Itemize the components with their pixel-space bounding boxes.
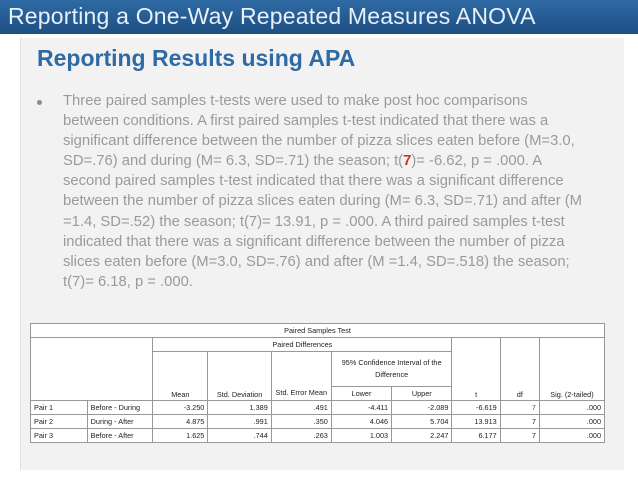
cell-lower: -4.411 <box>331 401 391 415</box>
pair-label: Pair 3 <box>31 429 88 443</box>
table-title: Paired Samples Test <box>31 324 605 338</box>
pair-comparison: Before - During <box>87 401 153 415</box>
table-row <box>31 415 605 429</box>
cell-mean: -3.250 <box>153 401 208 415</box>
paragraph-text-start: Three paired samples t-tests were used to make post hoc comparisons between conditions. A first paired samples t-test indicated that there was a significant difference between the number of pizza slices eaten before (M=3.0, SD=.76) and during (M= 6.3, SD=.71) the season; t( <box>63 93 575 170</box>
bullet-icon <box>37 100 42 105</box>
col-header-mean: Mean <box>153 352 208 401</box>
paired-samples-table <box>30 323 605 443</box>
pair-comparison: Before - After <box>87 429 153 443</box>
table-row <box>31 401 605 415</box>
col-header-sig: Sig. (2-tailed) <box>539 338 604 401</box>
cell-std-dev: .991 <box>208 415 271 429</box>
col-header-t: t <box>452 338 500 401</box>
title-bar <box>0 0 638 34</box>
pair-label: Pair 2 <box>31 415 88 429</box>
col-header-df: df <box>500 338 539 401</box>
pair-label: Pair 1 <box>31 401 88 415</box>
bullet-paragraph <box>63 91 583 292</box>
cell-std-err: .263 <box>271 429 331 443</box>
cell-std-err: .491 <box>271 401 331 415</box>
col-header-std-dev: Std. Deviation <box>208 352 271 401</box>
col-header-upper: Upper <box>392 387 452 401</box>
cell-sig: .000 <box>539 429 604 443</box>
cell-df: 7 <box>500 429 539 443</box>
cell-std-dev: 1.389 <box>208 401 271 415</box>
cell-t: 13.913 <box>452 415 500 429</box>
cell-df: 7 <box>500 415 539 429</box>
col-header-std-err: Std. Error Mean <box>271 352 331 401</box>
highlighted-df: 7 <box>403 153 412 170</box>
cell-t: -6.619 <box>452 401 500 415</box>
cell-sig: .000 <box>539 415 604 429</box>
empty-corner-cell <box>31 338 153 401</box>
section-heading: Reporting Results using APA <box>37 45 356 71</box>
cell-lower: 4.046 <box>331 415 391 429</box>
cell-std-err: .350 <box>271 415 331 429</box>
cell-mean: 4.875 <box>153 415 208 429</box>
cell-upper: -2.089 <box>392 401 452 415</box>
cell-df-highlighted: 7 <box>500 401 539 415</box>
table-row <box>31 429 605 443</box>
cell-lower: 1.003 <box>331 429 391 443</box>
cell-sig: .000 <box>539 401 604 415</box>
cell-mean: 1.625 <box>153 429 208 443</box>
paragraph-text-end: )= -6.62, p = .000. A second paired samples t-test indicated that there was a significant difference between the number of pizza slices eaten during (M= 6.3, SD=.71) and after (M =1.4, SD=.52) the season; t(7)= 13.91, p = .000. A third paired samples t-test indicated that there was a significant difference between the number of pizza slices eaten before (M=3.0, SD=.76) and after (M =1.4, SD=.518) the season; t(7)= 6.18, p = .000. <box>63 153 582 290</box>
ci-header: 95% Confidence Interval of the Difference <box>331 352 452 387</box>
cell-upper: 2.247 <box>392 429 452 443</box>
cell-upper: 5.704 <box>392 415 452 429</box>
col-header-lower: Lower <box>331 387 391 401</box>
slide-title: Reporting a One-Way Repeated Measures ANOVA <box>8 3 536 29</box>
cell-std-dev: .744 <box>208 429 271 443</box>
paired-differences-header: Paired Differences <box>153 338 452 352</box>
pair-comparison: During - After <box>87 415 153 429</box>
cell-t: 6.177 <box>452 429 500 443</box>
